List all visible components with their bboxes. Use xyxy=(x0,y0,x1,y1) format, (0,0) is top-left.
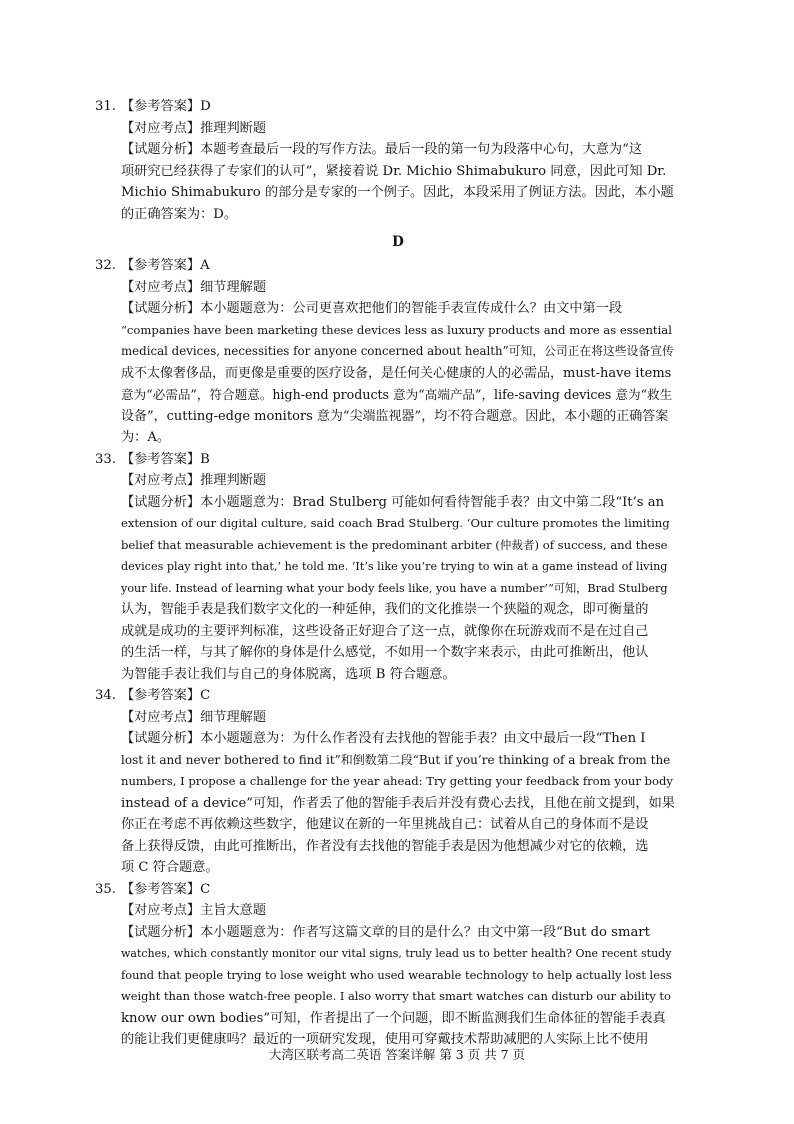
analysis xyxy=(95,298,675,449)
analysis xyxy=(95,728,675,879)
analysis-line: 意为“必需品”，符合题意。high-end products 意为“高端产品”，life-saving devices 意为“救生 xyxy=(121,387,673,402)
analysis-line: “companies have been marketing these devices less as luxury products and more as essential xyxy=(121,322,672,337)
analysis-line: instead of a device”可知，作者丢了他的智能手表后并没有费心去找，且他在前文提到，如果 xyxy=(121,795,675,811)
analysis-line: know our own bodies”可知，作者提出了一个问题，即不断监测我们生命体征的智能手表真 xyxy=(121,1010,666,1026)
analysis-line: 的生活一样，与其了解你的身体是什么感觉，不如用一个数字来表示，由此可推断出，他认 xyxy=(121,645,649,660)
question-number: 33. xyxy=(95,451,116,467)
question-number: 32. xyxy=(95,258,116,273)
reference-answer: 【参考答案】C xyxy=(121,881,211,897)
analysis-line: medical devices, necessities for anyone concerned about health”可知，公司正在将这些设备宣传 xyxy=(121,344,674,358)
analysis-line: 【试题分析】本小题题意为：为什么作者没有去找他的智能手表？由文中最后一段“Then I xyxy=(121,731,646,746)
analysis-line: 项研究已经获得了专家们的认可”，紧接着说 Dr. Michio Shimabukuro 同意，因此可知 Dr. xyxy=(121,163,667,179)
analysis-line: 的正确答案为：D。 xyxy=(121,206,238,222)
exam-point: 【对应考点】细节理解题 xyxy=(121,709,267,725)
exam-point: 【对应考点】推理判断题 xyxy=(121,120,267,136)
analysis-line: watches, which constantly monitor our vital signs, truly lead us to better health? One recent study xyxy=(121,947,672,960)
analysis-line: lost it and never bothered to find it”和倒数第二段“But if you’re thinking of a break from the xyxy=(121,752,671,767)
analysis-line: 认为，智能手表是我们数字文化的一种延伸，我们的文化推崇一个狭隘的观念，即可衡量的 xyxy=(121,602,649,617)
exam-point: 【对应考点】推理判断题 xyxy=(121,473,267,488)
question-32 xyxy=(95,255,675,449)
analysis-line: 你正在考虑不再依赖这些数字，他建议在新的一年里挑战自己：试着从自己的身体而不是设 xyxy=(121,817,649,832)
analysis-line: 的能让我们更健康吗？最近的一项研究发现，使用可穿戴技术帮助减肥的人实际上比不使用 xyxy=(121,1032,649,1047)
section-heading: D xyxy=(392,234,404,250)
question-number: 35. xyxy=(95,881,116,897)
question-34 xyxy=(95,685,675,879)
question-number: 31. xyxy=(95,99,116,114)
analysis-line: numbers, I propose a challenge for the year ahead: Try getting your feedback from your body xyxy=(121,774,673,788)
reference-answer: 【参考答案】A xyxy=(121,258,210,273)
analysis-line: 【试题分析】本题考查最后一段的写作方法。最后一段的第一句为段落中心句，大意为“这 xyxy=(121,142,643,157)
reference-answer: 【参考答案】B xyxy=(121,451,210,467)
exam-point: 【对应考点】细节理解题 xyxy=(121,279,267,295)
analysis-line: found that people trying to lose weight who used wearable technology to help actually lost less xyxy=(121,967,672,982)
analysis xyxy=(95,492,675,686)
question-31 xyxy=(95,96,675,225)
analysis-line: 成就是成功的主要评判标准，这些设备正好迎合了这一点，就像你在玩游戏而不是在过自己 xyxy=(121,623,649,639)
analysis xyxy=(95,922,675,1051)
reference-answer: 【参考答案】C xyxy=(121,688,211,703)
analysis-line: 成不太像奢侈品，而更像是重要的医疗设备，是任何关心健康的人的必需品，must-have items xyxy=(121,365,672,381)
question-33 xyxy=(95,449,675,686)
reference-answer: 【参考答案】D xyxy=(121,99,211,114)
exam-point: 【对应考点】主旨大意题 xyxy=(121,903,267,918)
analysis-line: 为智能手表让我们与自己的身体脱离，选项 B 符合题意。 xyxy=(121,666,456,682)
page-footer: 大湾区联考高二英语 答案详解 第 3 页 共 7 页 xyxy=(268,1047,526,1062)
analysis-line: your life. Instead of learning what your body feels like, you have a number’”可知，Brad Stulberg xyxy=(121,581,668,595)
analysis-line: extension of our digital culture, said coach Brad Stulberg. ‘Our culture promotes the limiting xyxy=(121,516,670,530)
analysis-line: 【试题分析】本小题题意为：公司更喜欢把他们的智能手表宣传成什么？由文中第一段 xyxy=(121,301,623,316)
question-35 xyxy=(95,879,675,1051)
analysis-line: devices play right into that,’ he told me. ‘It’s like you’re trying to win at a game instead of living xyxy=(121,560,668,573)
question-number: 34. xyxy=(95,688,116,703)
answer-content xyxy=(95,96,675,1051)
analysis-line: 【试题分析】本小题题意为：Brad Stulberg 可能如何看待智能手表？由文中第二段“It’s an xyxy=(121,494,665,510)
analysis-line: 【试题分析】本小题题意为：作者写这篇文章的目的是什么？由文中第一段“But do smart xyxy=(121,924,650,940)
analysis-line: 为：A。 xyxy=(121,430,171,445)
analysis-line: 备上获得反馈，由此可推断出，作者没有去找他的智能手表是因为他想减少对它的依赖，选 xyxy=(121,838,649,854)
analysis-line: 项 C 符合题意。 xyxy=(121,860,219,875)
analysis-line: Michio Shimabukuro 的部分是专家的一个例子。因此，本段采用了例证方法。因此，本小题 xyxy=(121,185,674,200)
analysis xyxy=(95,139,675,225)
analysis-line: belief that measurable achievement is the predominant arbiter (仲裁者) of success, and these xyxy=(121,537,668,552)
analysis-line: 设备”，cutting-edge monitors 意为“尖端监视器”，均不符合题意。因此，本小题的正确答案 xyxy=(121,408,669,424)
analysis-line: weight than those watch-free people. I also worry that smart watches can disturb our ability to xyxy=(121,989,671,1003)
